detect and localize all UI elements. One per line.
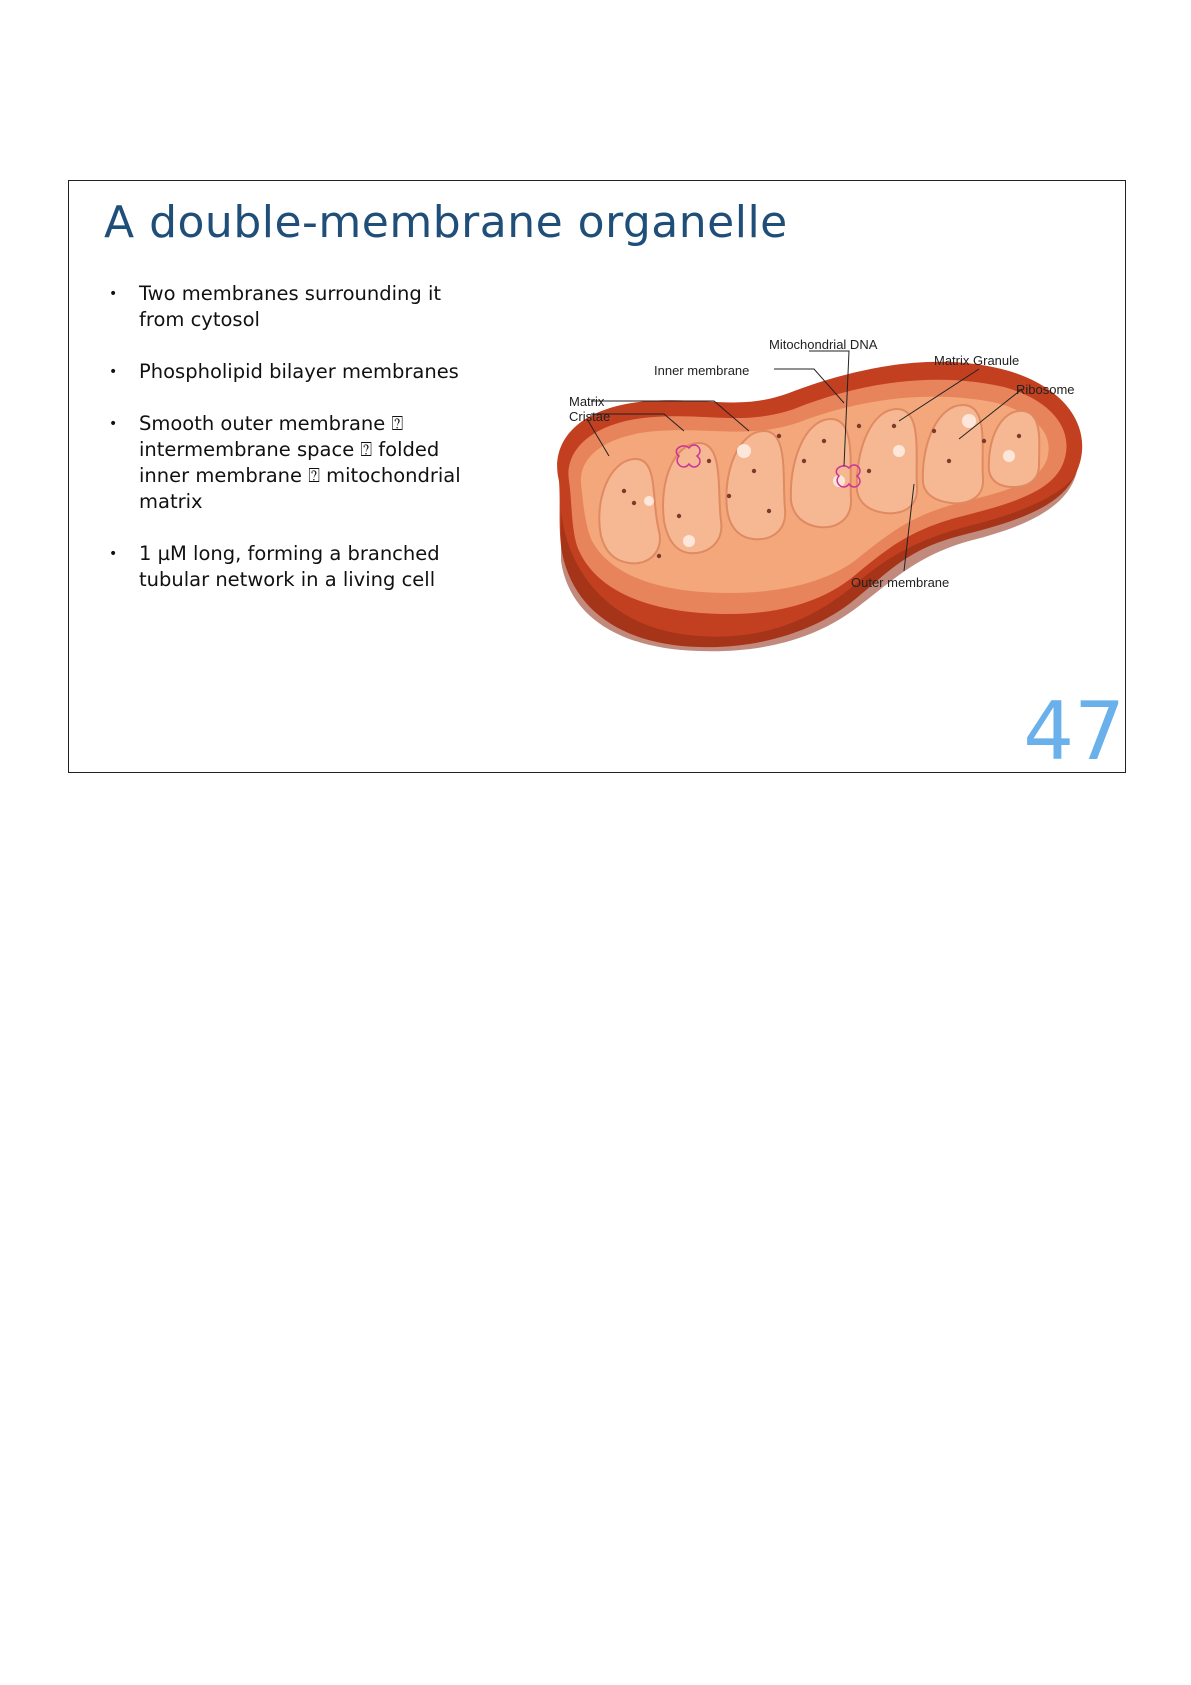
label-cristae: Cristae (569, 409, 611, 424)
label-matrix: Matrix (569, 394, 605, 409)
slide (68, 180, 1126, 778)
label-ribosome: Ribosome (1016, 382, 1075, 397)
label-inner-membrane: Inner membrane (654, 363, 750, 378)
bullet-text: Two membranes surrounding it from cytosol (139, 282, 442, 331)
bullet-item (109, 359, 529, 385)
label-outer-membrane: Outer membrane (851, 575, 950, 590)
bullet-list (109, 281, 529, 619)
mitochondrion-diagram (539, 331, 1119, 671)
bullet-item (109, 541, 529, 593)
bullet-item (109, 281, 529, 333)
bullet-item (109, 411, 529, 515)
bullet-text: Phospholipid bilayer membranes (139, 360, 459, 383)
bullet-icon: • (109, 416, 118, 432)
label-matrix-granule: Matrix Granule (934, 353, 1020, 368)
label-mitochondrial-dna: Mitochondrial DNA (769, 337, 878, 352)
slide-title: A double-membrane organelle (104, 197, 788, 248)
bullet-text: 1 µM long, forming a branched tubular network in a living cell (139, 542, 440, 591)
page-number: 47 (1023, 685, 1125, 778)
bullet-icon: • (109, 286, 118, 302)
bullet-icon: • (109, 546, 118, 562)
bullet-text: Smooth outer membrane ⍰ intermembrane space ⍰ folded inner membrane ⍰ mitochondrial matrix (139, 412, 461, 513)
bullet-icon: • (109, 364, 118, 380)
